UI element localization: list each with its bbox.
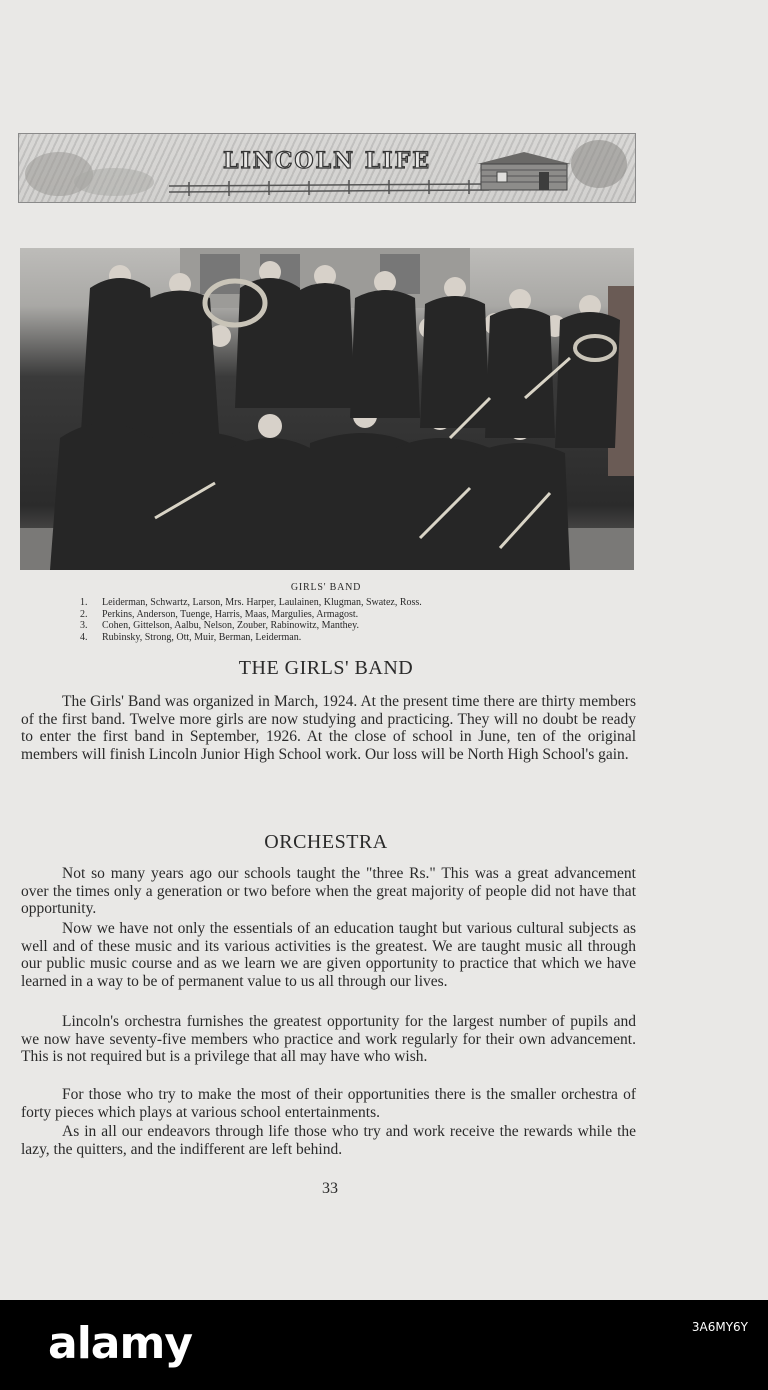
caption-row-names: Rubinsky, Strong, Ott, Muir, Berman, Leiderman.	[102, 631, 302, 643]
orchestra-heading: ORCHESTRA	[264, 831, 388, 853]
photo-caption-list	[80, 597, 422, 643]
girls-band-heading: THE GIRLS' BAND	[238, 657, 414, 679]
photo-caption-title: GIRLS' BAND	[290, 582, 362, 593]
page-number: 33	[322, 1180, 338, 1197]
banner-title: LINCOLN LIFE	[223, 148, 431, 174]
orchestra-paragraph-1: Not so many years ago our schools taught the "three Rs." This was a great advancement over the times only a generation or two before when the great majority of people did not have that opportunity.	[21, 865, 636, 917]
caption-row-number: 4.	[80, 631, 88, 643]
watermark-bar	[0, 1300, 768, 1390]
caption-row	[80, 620, 422, 632]
orchestra-paragraph-2: Now we have not only the essentials of an education taught but various cultural subjects as well and of these music and its various activities is the greatest. We are taught music all through our public music course and as we learn we are given opportunity to practice that which we have learned in a way to be of permanent value to us all through our lives.	[21, 920, 636, 990]
girls-band-paragraph: The Girls' Band was organized in March, 1924. At the present time there are thirty members of the first band. Twelve more girls are now studying and practicing. They will no doubt be ready to enter the first band in September, 1926. At the close of school in June, ten of the original members will finish Lincoln Junior High School work. Our loss will be North High School's gain.	[21, 693, 636, 763]
image-id: 3A6MY6Y	[691, 1320, 748, 1334]
caption-row-names: Cohen, Gittelson, Aalbu, Nelson, Zouber, Rabinowitz, Manthey.	[102, 620, 359, 631]
orchestra-paragraph-5: As in all our endeavors through life those who try and work receive the rewards while the lazy, the quitters, and the indifferent are left behind.	[21, 1123, 636, 1158]
band-photo-figures	[20, 248, 634, 570]
caption-row	[80, 597, 422, 609]
caption-row	[80, 632, 422, 644]
caption-row-names: Perkins, Anderson, Tuenge, Harris, Maas, Margulies, Armagost.	[102, 608, 359, 620]
image-id-block	[692, 1319, 748, 1335]
band-photo	[20, 248, 634, 570]
caption-row-number: 3.	[80, 620, 88, 631]
caption-row-number: 1.	[80, 597, 88, 608]
header-banner	[18, 133, 636, 203]
alamy-logo: alamy	[48, 1318, 192, 1369]
orchestra-paragraph-3: Lincoln's orchestra furnishes the greatest opportunity for the largest number of pupils and we now have seventy-five members who practice and work regularly for their own advancement. This is not required but is a privilege that all may have who wish.	[21, 1013, 636, 1065]
caption-row-names: Leiderman, Schwartz, Larson, Mrs. Harper, Laulainen, Klugman, Swatez, Ross.	[102, 597, 422, 608]
orchestra-paragraph-4: For those who try to make the most of their opportunities there is the smaller orchestra of forty pieces which plays at various school entertainments.	[21, 1086, 636, 1121]
caption-row-number: 2.	[80, 608, 88, 620]
caption-row	[80, 609, 422, 621]
